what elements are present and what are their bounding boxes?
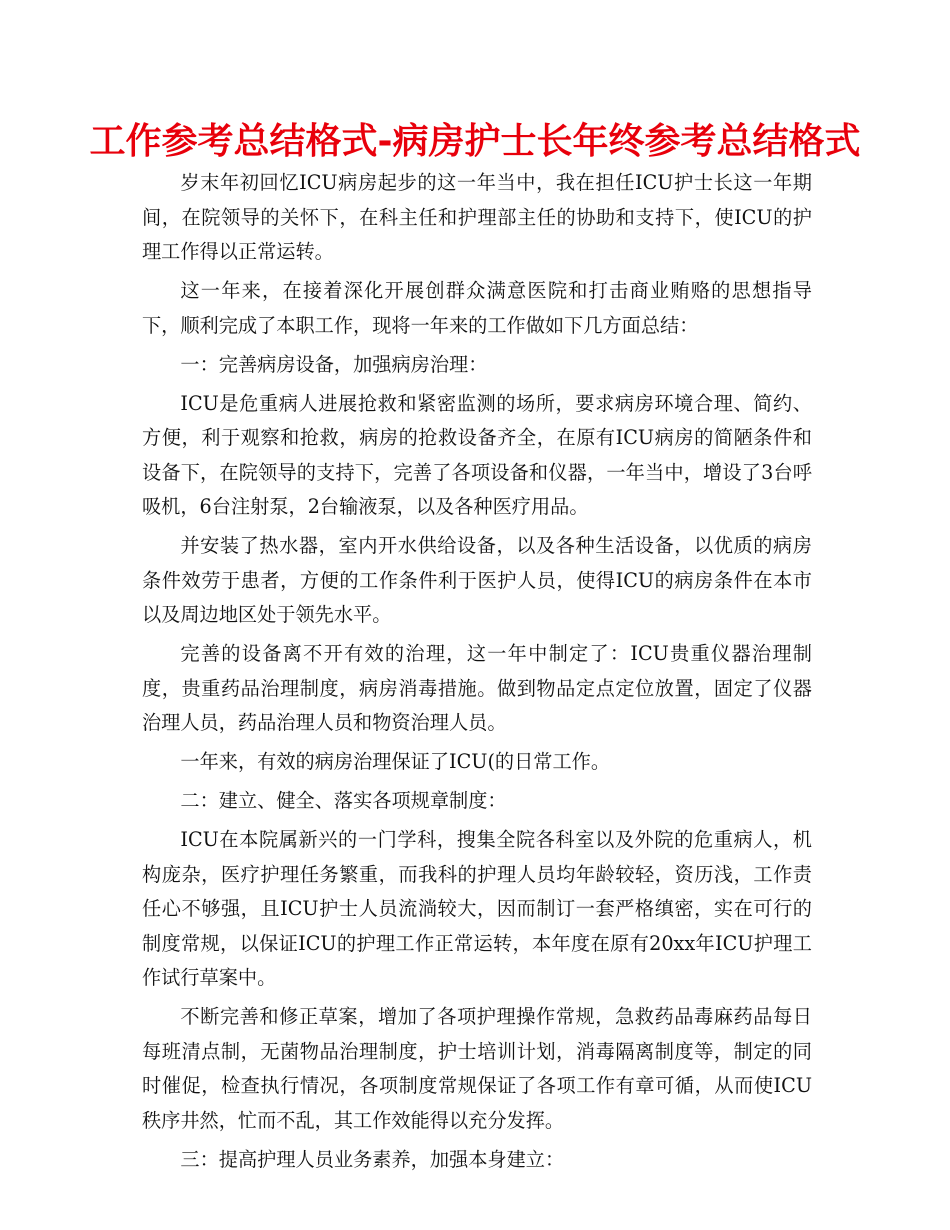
paragraph: 一年来，有效的病房治理保证了ICU(的日常工作。 [180, 750, 611, 773]
paragraph: 不断完善和修正草案，增加了各项护理操作常规，急救药品毒麻药品每日每班清点制，无菌物品治理制度，护士培训计划，消毒隔离制度等，制定的同时催促，检查执行情况，各项制度常规保证了各项工作有章可循，从而使ICU秩序井然，忙而不乱，其工作效能得以充分发挥。 [142, 1005, 812, 1132]
paragraph: 完善的设备离不开有效的治理，这一年中制定了：ICU贵重仪器治理制度，贵重药品治理制度，病房消毒措施。做到物品定点定位放置，固定了仪器治理人员，药品治理人员和物资治理人员。 [142, 642, 812, 734]
paragraph: 这一年来，在接着深化开展创群众满意医院和打击商业贿赂的思想指导下，顺利完成了本职工作，现将一年来的工作做如下几方面总结： [142, 279, 812, 337]
paragraph: 并安装了热水器，室内开水供给设备，以及各种生活设备，以优质的病房条件效劳于患者，方便的工作条件利于医护人员，使得ICU的病房条件在本市以及周边地区处于领先水平。 [142, 534, 812, 626]
section-heading: 三：提高护理人员业务素养，加强本身建立： [180, 1147, 565, 1171]
section-heading: 二：建立、健全、落实各项规章制度： [180, 789, 507, 812]
section-heading: 一：完善病房设备，加强病房治理： [180, 352, 488, 376]
paragraph: ICU是危重病人进展抢救和紧密监测的场所，要求病房环境合理、简约、方便，利于观察和抢救，病房的抢救设备齐全，在原有ICU病房的简陋条件和设备下，在院领导的支持下，完善了各项设备和仪器，一年当中，增设了3台呼吸机，6台注射泵，2台输液泵，以及各种医疗用品。 [142, 391, 812, 518]
paragraph: ICU在本院属新兴的一门学科，搜集全院各科室以及外院的危重病人，机构庞杂，医疗护理任务繁重，而我科的护理人员均年龄较轻，资历浅，工作责任心不够强，且ICU护士人员流淌较大，因而制订一套严格缜密，实在可行的制度常规，以保证ICU的护理工作正常运转，本年度在原有20xx年ICU护理工作试行草案中。 [142, 828, 812, 989]
document-title: 工作参考总结格式-病房护士长年终参考总结格式 [89, 121, 861, 162]
document-body [142, 166, 812, 1182]
paragraph: 岁末年初回忆ICU病房起步的这一年当中，我在担任ICU护士长这一年期间，在院领导的关怀下，在科主任和护理部主任的协助和支持下，使ICU的护理工作得以正常运转。 [142, 171, 812, 263]
